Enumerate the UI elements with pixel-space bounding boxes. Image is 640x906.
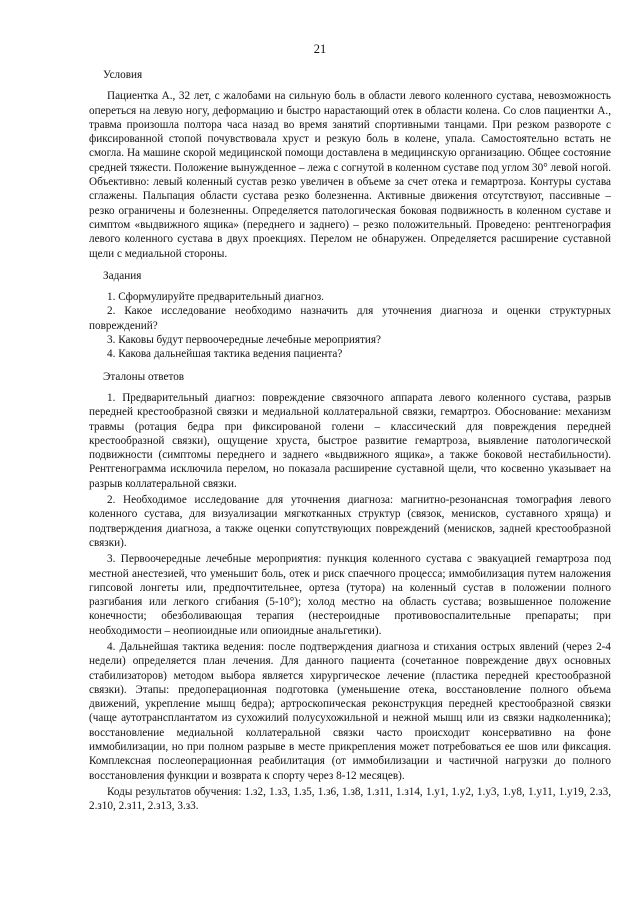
- conditions-heading: Условия: [103, 69, 143, 81]
- task-item: 4. Какова дальнейшая тактика ведения пациента?: [107, 348, 343, 361]
- page-number: 21: [313, 42, 327, 56]
- answer-item: 1. Предварительный диагноз: повреждение связочного аппарата левого коленного сустава, разрыв передней крестообразной связки и медиальной коллатеральной связки, гемартроз. Обоснование: механизм травмы (ротация бедра при фиксированой голени – классический для повреждения передней крестообразной связки), ощущение хруста, быстрое развитие гемартроза, выявление патологической подвижности (симптомы переднего и заднего «выдвижного ящика», а также боковой нестабильности). Рентгенограмма исключила перелом, но показала расширение суставной щели, что косвенно указывает на разрыв коллатеральной связки.: [89, 391, 611, 490]
- tasks-section: [89, 269, 611, 362]
- page-content: [89, 68, 611, 816]
- tasks-list: [89, 290, 611, 361]
- tasks-heading: Задания: [103, 269, 142, 282]
- task-item: 2. Какое исследование необходимо назначить для уточнения диагноза и оценки структурных повреждений?: [89, 305, 611, 332]
- answer-item: 3. Первоочередные лечебные мероприятия: пункция коленного сустава с эвакуацией гемартроза под местной анестезией, что уменьшит боль, отек и риск спаечного процесса; иммобилизация путем наложения гипсовой лонгеты или, предпочтительнее, ортеза (тутора) на коленный сустав в положении полного разгибания или легкого сгибания (5-10°); холод местно на область сустава; возвышенное положение конечности; обезболивающая терапия (нестероидные противовоспалительные препараты; при необходимости – неопиоидные или опиоидные анальгетики).: [89, 553, 611, 637]
- task-item: 1. Сформулируйте предварительный диагноз.: [107, 291, 324, 304]
- answer-item: 2. Необходимое исследование для уточнения диагноза: магнитно-резонансная томография левого коленного сустава, для визуализации мягкотканных структур (связок, менисков, суставного хряща) и подтверждения диагноза, а также оценки сопутствующих повреждений (менисков, задней крестообразной связки).: [89, 494, 611, 549]
- answers-heading: Эталоны ответов: [103, 370, 185, 383]
- conditions-section: [89, 68, 611, 261]
- result-codes: Коды результатов обучения: 1.з2, 1.з3, 1.з5, 1.з6, 1.з8, 1.з11, 1.з14, 1.у1, 1.у2, 1.у3, 1.у8, 1.у11, 1.у19, 2.з3, 2.з10, 2.з11, 2.з13, 3.з3.: [89, 785, 611, 813]
- answer-item: 4. Дальнейшая тактика ведения: после подтверждения диагноза и стихания острых явлений (через 2-4 недели) определяется план лечения. Для данного пациента (сочетанное повреждение двух основных стабилизаторов) методом выбора является хирургическое лечение (пластика передней крестообразной связки). Этапы: предоперационная подготовка (уменьшение отека, восстановление полного объема движений, укрепление мышц бедра); артроскопическая реконструкция передней крестообразной связки (чаще аутотрансплантатом из сухожилий полусухожильной и нежной мышц или из связки надколенника); восстановление медиальной коллатеральной связки часто происходит консервативно на фоне иммобилизации, но при полном разрыве в месте прикрепления может потребоваться ее шов или фиксация. Комплексная послеоперационная реабилитация (от иммобилизации и частичной нагрузки до полного восстановления функции и возврата к спорту через 8-12 месяцев).: [89, 640, 611, 782]
- task-item: 3. Каковы будут первоочередные лечебные мероприятия?: [107, 334, 382, 347]
- answers-section: [89, 370, 611, 814]
- conditions-text: Пациентка А., 32 лет, с жалобами на сильную боль в области левого коленного сустава, невозможность опереться на левую ногу, деформацию и быстро нарастающий отек в области колена. Со слов пациентки А., травма произошла полтора часа назад во время занятий спортивными танцами. При резком развороте с фиксированной стопой почувствовала хруст и резкую боль в колене, упала. Самостоятельно встать не смогла. На машине скорой медицинской помощи доставлена в медицинскую организацию. Общее состояние средней тяжести. Положение вынужденное – лежа с согнутой в коленном суставе под углом 30° левой ногой. Объективно: левый коленный сустав резко увеличен в объеме за счет отека и гемартроза. Контуры сустава сглажены. Пальпация области сустава резко болезненна. Активные движения отсутствуют, пассивные – резко ограничены и болезненны. Определяется патологическая боковая подвижность в коленном суставе и симптом «выдвижного ящика» (переднего и заднего) – резко положительный. Проведено: рентгенография левого коленного сустава в двух проекциях. Перелом не обнаружен. Определяется расширение суставной щели с медиальной стороны.: [89, 90, 611, 260]
